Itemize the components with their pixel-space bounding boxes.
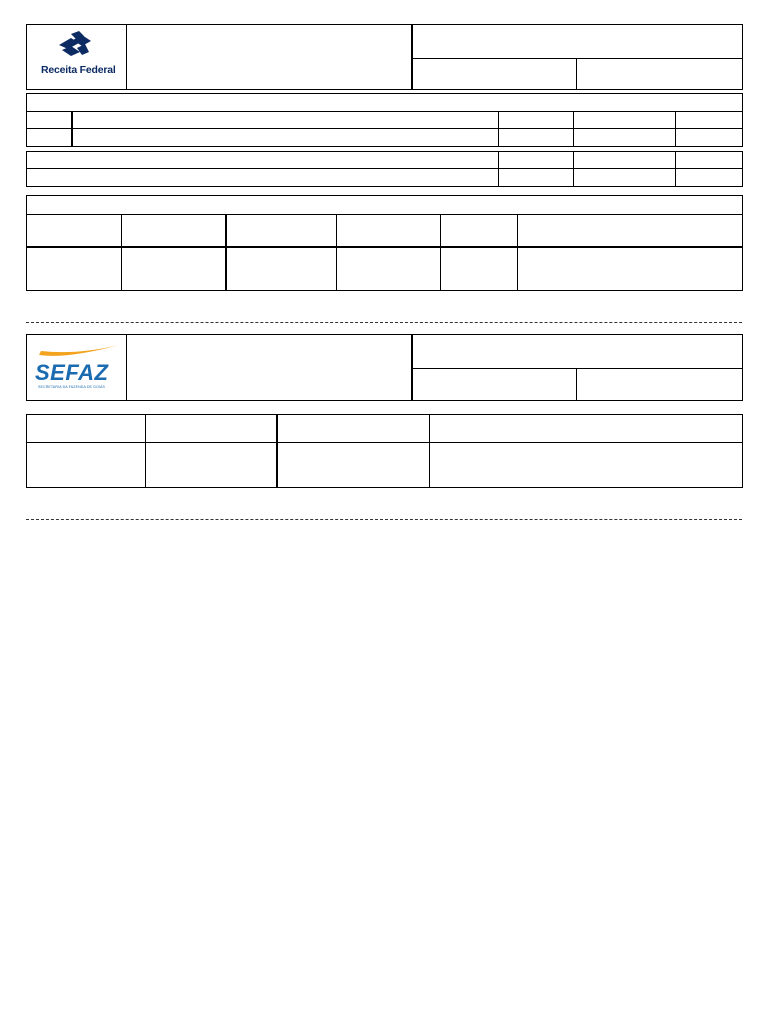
sefaz-logo-subtext: SECRETARIA DA FAZENDA DE GOIÁS	[38, 385, 106, 389]
values-table-2	[26, 414, 743, 488]
info-table-1	[26, 93, 743, 147]
receita-federal-logo	[27, 25, 126, 89]
info-table-2	[26, 151, 743, 187]
cut-line	[26, 519, 742, 520]
receita-federal-emblem-icon	[27, 25, 126, 65]
sefaz-logo-text: SEFAZ	[35, 360, 109, 385]
sefaz-header	[26, 334, 743, 401]
values-table-1	[26, 195, 743, 291]
sefaz-logo	[27, 335, 126, 400]
cut-line	[26, 322, 742, 323]
header-right-divider	[413, 58, 742, 59]
receita-federal-logo-text: Receita Federal	[41, 64, 116, 76]
receita-header	[26, 24, 743, 90]
